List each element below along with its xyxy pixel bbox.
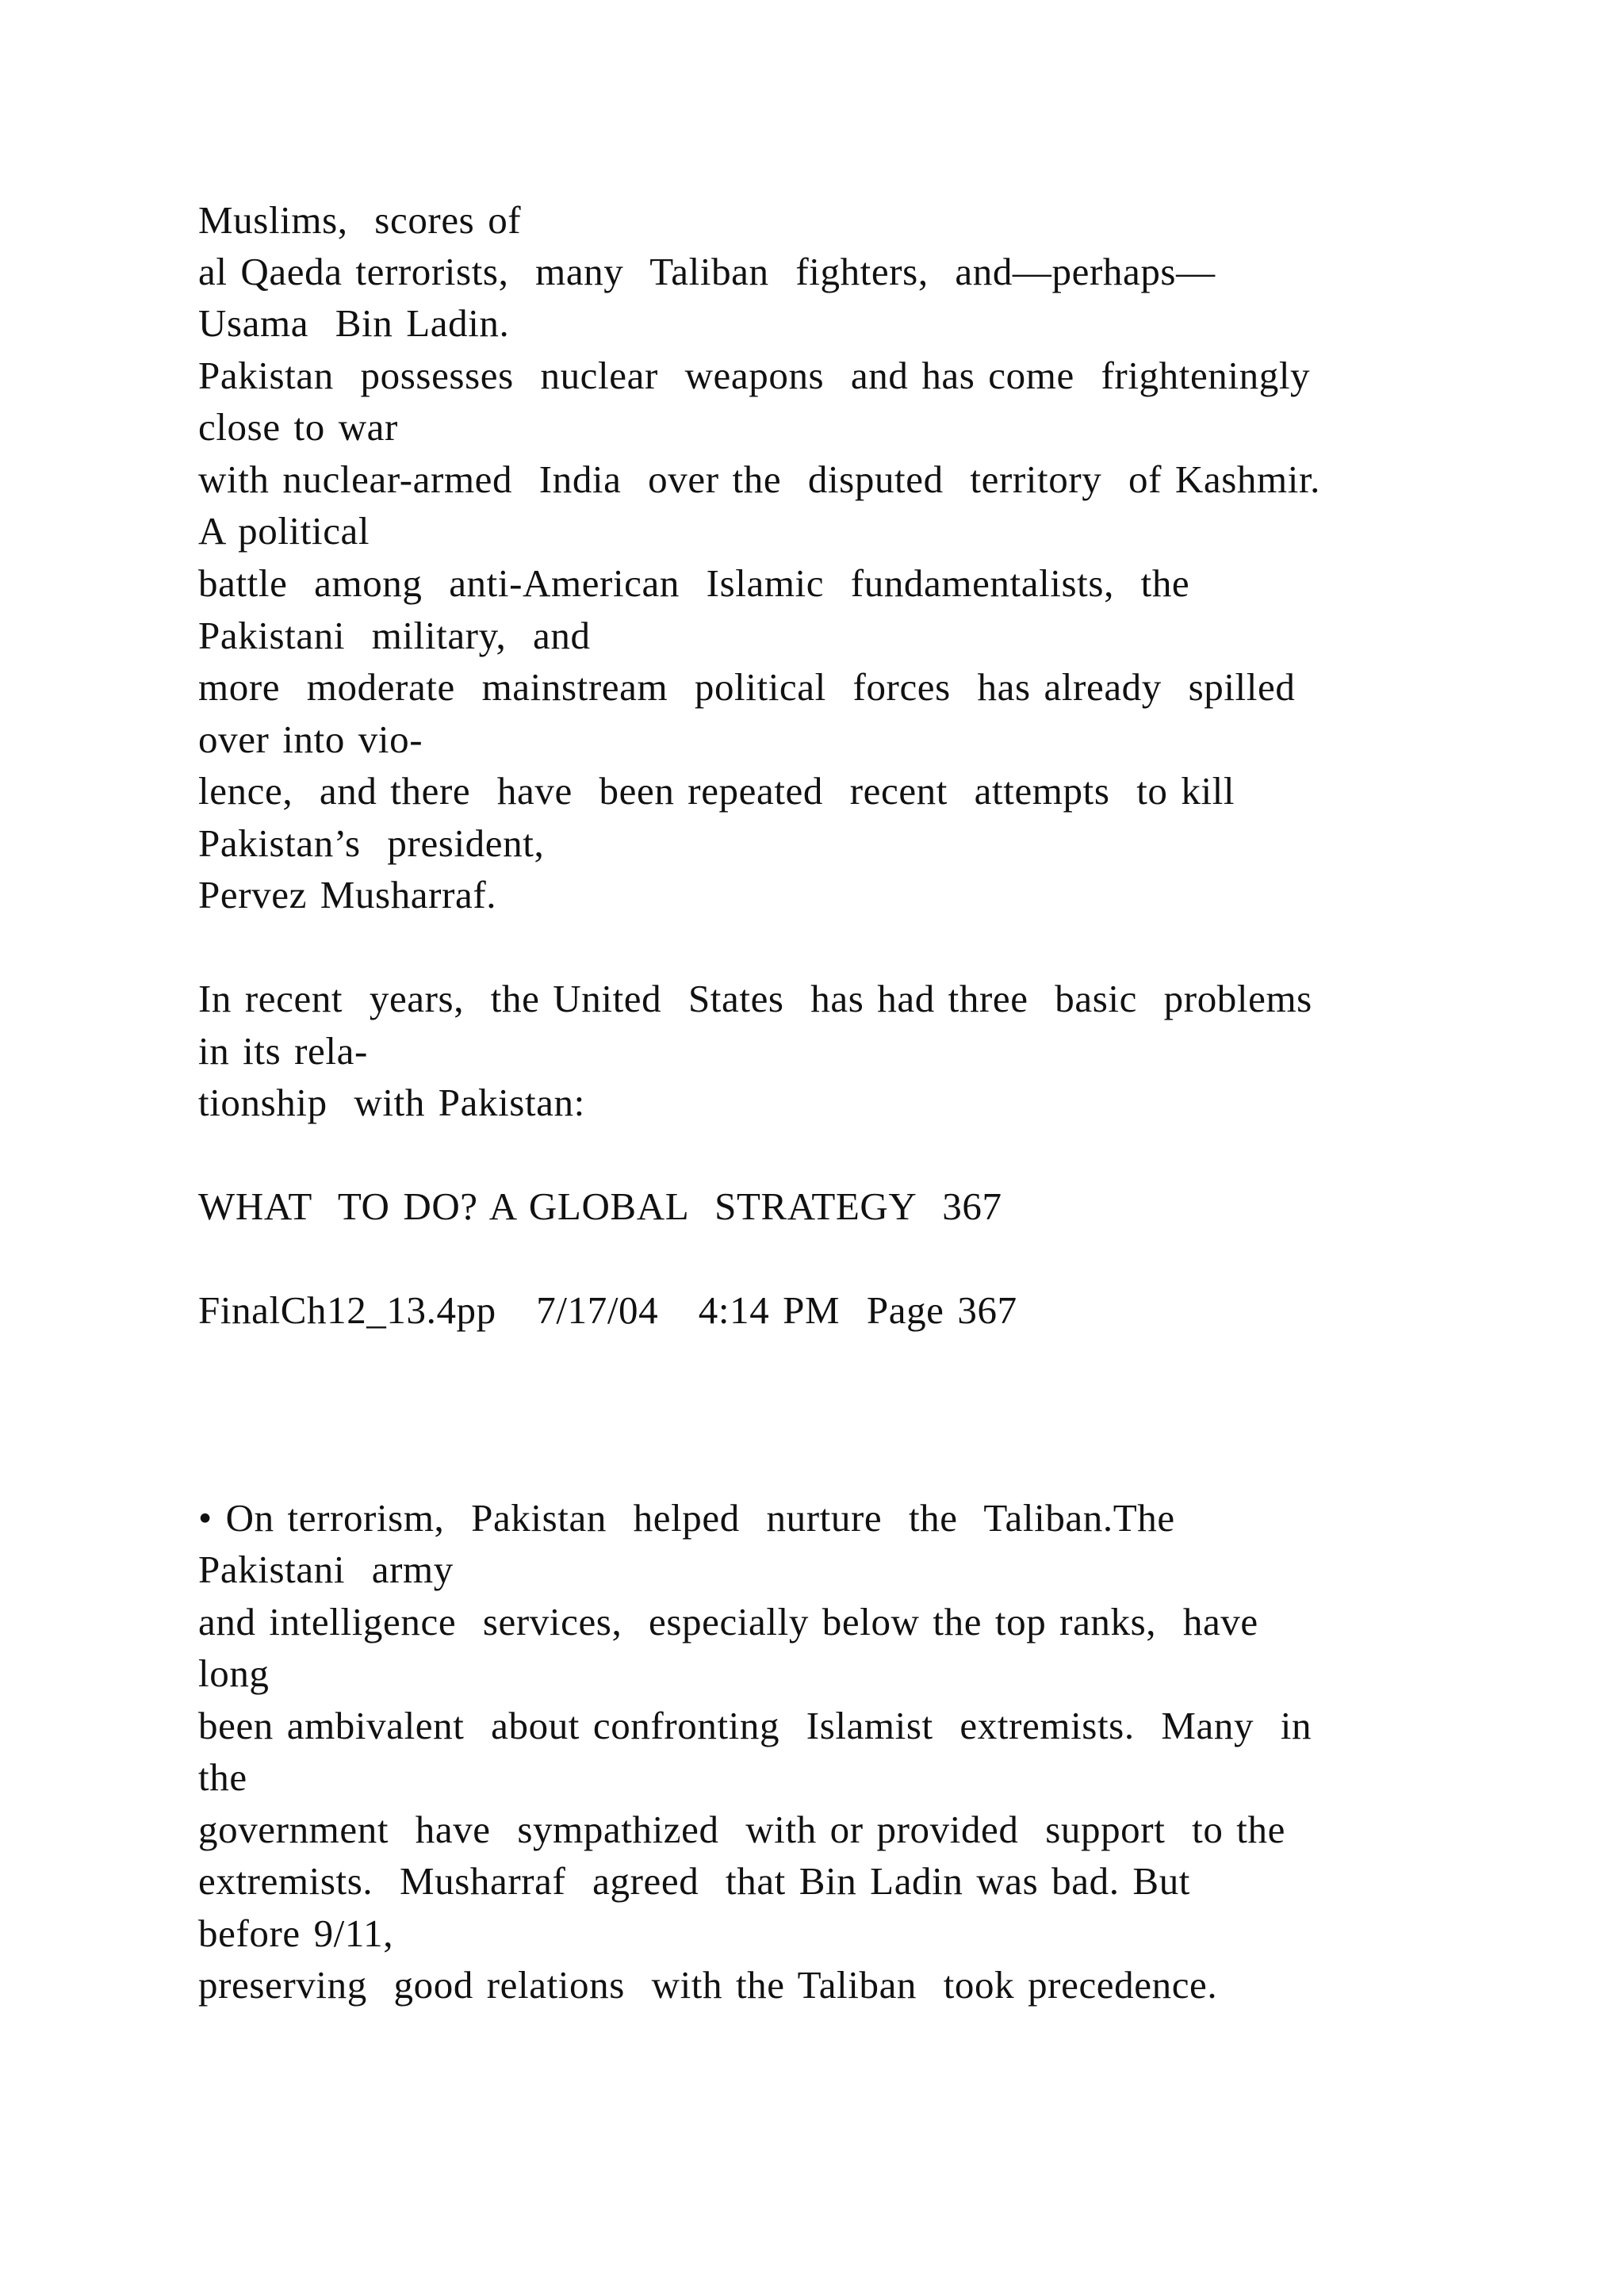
text-line: A political	[198, 509, 370, 553]
text-line: In recent years, the United States has had three basic problems	[198, 977, 1312, 1020]
text-line: more moderate mainstream political forces has already spilled	[198, 665, 1296, 709]
running-footer: WHAT TO DO? A GLOBAL STRATEGY 367	[198, 1184, 1002, 1228]
text-line: in its rela-	[198, 1029, 368, 1073]
text-line: extremists. Musharraf agreed that Bin Ladin was bad. But	[198, 1859, 1191, 1903]
print-slug: FinalCh12_13.4pp 7/17/04 4:14 PM Page 367	[198, 1288, 1017, 1332]
text-line: Pakistan possesses nuclear weapons and has come frighteningly	[198, 354, 1311, 397]
text-line: Pakistani military, and	[198, 614, 591, 657]
text-line: al Qaeda terrorists, many Taliban fighters, and—perhaps—	[198, 250, 1216, 293]
text-line: lence, and there have been repeated recent attempts to kill	[198, 769, 1235, 813]
text-line: with nuclear-armed India over the disputed territory of Kashmir.	[198, 457, 1321, 501]
text-line: close to war	[198, 405, 398, 449]
text-line: Pervez Musharraf.	[198, 873, 497, 916]
text-line: Pakistan’s president,	[198, 821, 545, 865]
text-line: battle among anti-American Islamic fundamentalists, the	[198, 561, 1190, 605]
text-line: Usama Bin Ladin.	[198, 301, 510, 345]
text-line: before 9/11,	[198, 1911, 394, 1955]
text-line: Muslims, scores of	[198, 198, 522, 242]
text-line: over into vio-	[198, 718, 423, 761]
text-line: and intelligence services, especially below the top ranks, have	[198, 1600, 1258, 1644]
text-line: been ambivalent about confronting Islamist extremists. Many in	[198, 1704, 1312, 1747]
text-line: preserving good relations with the Taliban took precedence.	[198, 1963, 1218, 2007]
text-line: tionship with Pakistan:	[198, 1081, 585, 1124]
text-line: long	[198, 1651, 270, 1695]
text-line: government have sympathized with or provided support to the	[198, 1808, 1285, 1851]
text-line: Pakistani army	[198, 1548, 454, 1591]
text-line: the	[198, 1755, 247, 1799]
bullet-item: • On terrorism, Pakistan helped nurture the Taliban.The	[198, 1496, 1175, 1540]
